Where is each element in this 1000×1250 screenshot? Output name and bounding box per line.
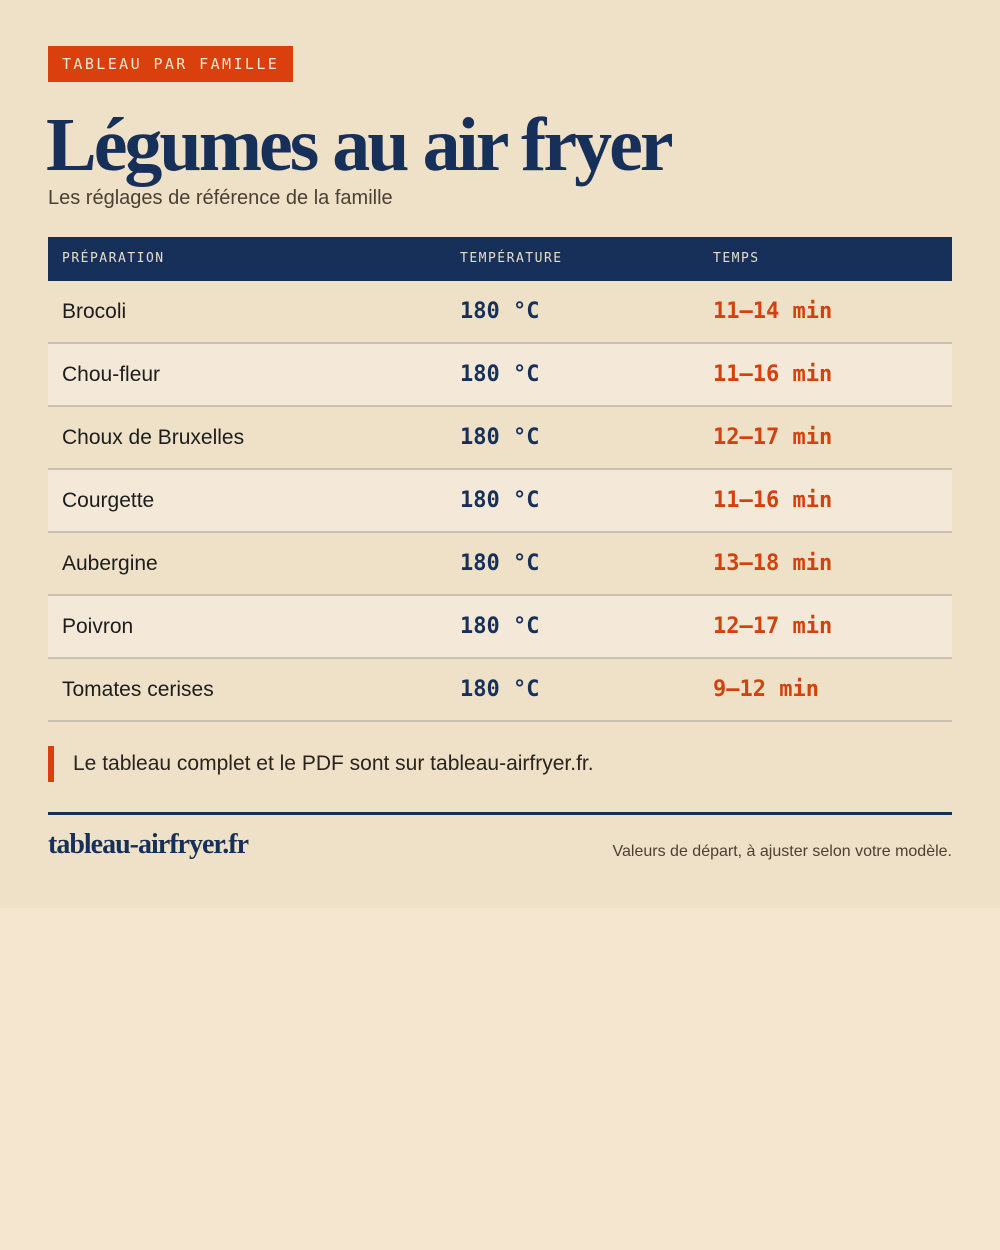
- page-subtitle: Les réglages de référence de la famille: [48, 187, 393, 209]
- settings-table: [48, 237, 952, 722]
- vegetable-name: Chou-fleur: [62, 363, 161, 386]
- vegetable-name: Courgette: [62, 489, 155, 512]
- vegetable-name: Tomates cerises: [62, 678, 214, 701]
- time-value: 11–16 min: [713, 362, 833, 387]
- table-row: [48, 659, 952, 722]
- table-row: [48, 407, 952, 470]
- temperature-value: 180 °C: [460, 488, 540, 513]
- table-header: [48, 237, 952, 281]
- header-time: TEMPS: [713, 251, 760, 266]
- table-body: [48, 281, 952, 722]
- table-row: [48, 344, 952, 407]
- footer-divider: [48, 812, 952, 815]
- table-row: [48, 533, 952, 596]
- vegetable-name: Poivron: [62, 615, 134, 638]
- table-row: [48, 470, 952, 533]
- time-value: 11–14 min: [713, 299, 833, 324]
- site-name: tableau-airfryer.fr: [48, 829, 248, 860]
- time-value: 13–18 min: [713, 551, 833, 576]
- header-preparation: PRÉPARATION: [62, 251, 165, 266]
- time-value: 12–17 min: [713, 425, 833, 450]
- temperature-value: 180 °C: [460, 299, 540, 324]
- temperature-value: 180 °C: [460, 677, 540, 702]
- disclaimer-text: Valeurs de départ, à ajuster selon votre modèle.: [612, 843, 952, 860]
- vegetable-name: Aubergine: [62, 552, 158, 575]
- temperature-value: 180 °C: [460, 362, 540, 387]
- time-value: 12–17 min: [713, 614, 833, 639]
- vegetable-name: Brocoli: [62, 300, 127, 323]
- temperature-value: 180 °C: [460, 614, 540, 639]
- page-title: Légumes au air fryer: [46, 103, 671, 187]
- table-row: [48, 281, 952, 344]
- info-note: Le tableau complet et le PDF sont sur tableau-airfryer.fr.: [48, 746, 594, 782]
- table-row: [48, 596, 952, 659]
- temperature-value: 180 °C: [460, 425, 540, 450]
- vegetable-name: Choux de Bruxelles: [62, 426, 245, 449]
- temperature-value: 180 °C: [460, 551, 540, 576]
- header-temperature: TEMPÉRATURE: [460, 251, 563, 266]
- time-value: 11–16 min: [713, 488, 833, 513]
- time-value: 9–12 min: [713, 677, 819, 702]
- category-badge: TABLEAU PAR FAMILLE: [48, 46, 293, 82]
